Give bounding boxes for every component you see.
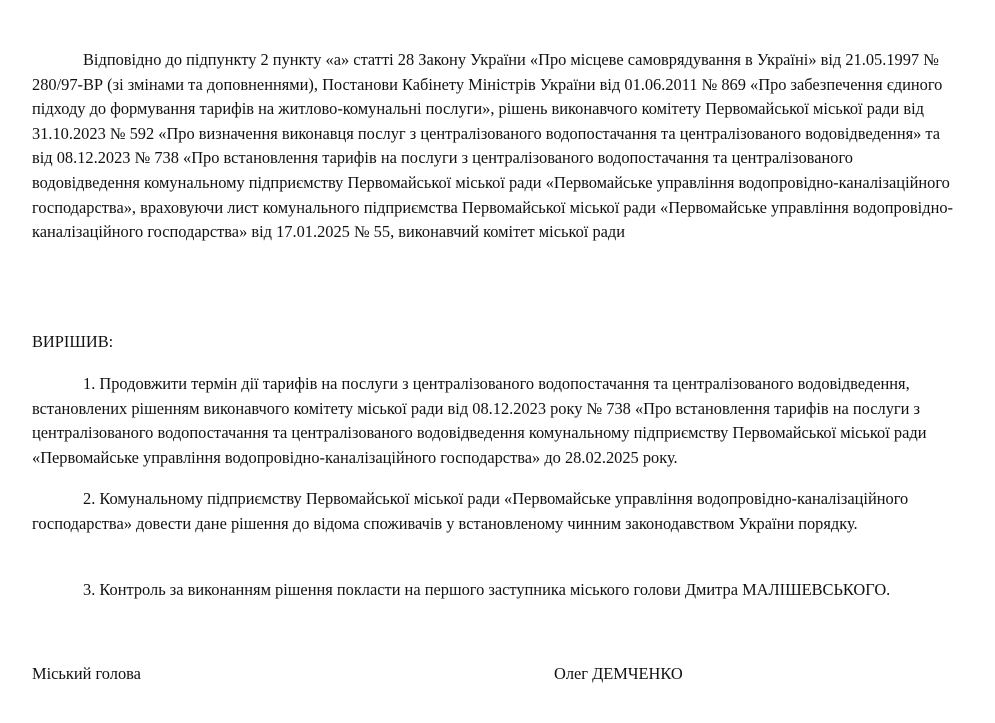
decision-item-3: 3. Контроль за виконанням рішення покласти на першого заступника міського голови Дмитра МАЛІШЕВСЬКОГО. xyxy=(83,580,891,599)
signature-name: Олег ДЕМЧЕНКО xyxy=(554,664,683,683)
signature-block xyxy=(32,662,962,688)
decision-item-2: 2. Комунальному підприємству Первомайської міської ради «Первомайське управління водопровідно-каналізаційного господарства» довести дане рішення до відома споживачів у встановленому чинним законодавством України порядку. xyxy=(32,489,909,533)
preamble-paragraph: Відповідно до підпункту 2 пункту «а» статті 28 Закону України «Про місцеве самоврядування в Україні» від 21.05.1997 № 280/97-ВР (зі змінами та доповненнями), Постанови Кабінету Міністрів України від 01.06.2011 № 869 «Про забезпечення єдиного підходу до формування тарифів на житлово-комунальні послуги», рішень виконавчого комітету Первомайської міської ради від 31.10.2023 № 592 «Про визначення виконавця послуг з централізованого водопостачання та централізованого водовідведення» та від 08.12.2023 № 738 «Про встановлення тарифів на послуги з централізованого водопостачання та централізованого водовідведення комунальному підприємству Первомайської міської ради «Первомайське управління водопровідно-каналізаційного господарства», враховуючи лист комунального підприємства Первомайської міської ради «Первомайське управління водопровідно-каналізаційного господарства» від 17.01.2025 № 55, виконавчий комітет міської ради xyxy=(32,50,953,242)
decision-item-1: 1. Продовжити термін дії тарифів на послуги з централізованого водопостачання та централізованого водовідведення, встановлених рішенням виконавчого комітету міської ради від 08.12.2023 року № 738 «Про встановлення тарифів на послуги з централізованого водопостачання та централізованого водовідведення комунальному підприємству Первомайської міської ради «Первомайське управління водопровідно-каналізаційного господарства» до 28.02.2025 року. xyxy=(32,374,927,467)
decided-heading: ВИРІШИВ: xyxy=(32,332,114,351)
signature-title: Міський голова xyxy=(32,664,141,683)
